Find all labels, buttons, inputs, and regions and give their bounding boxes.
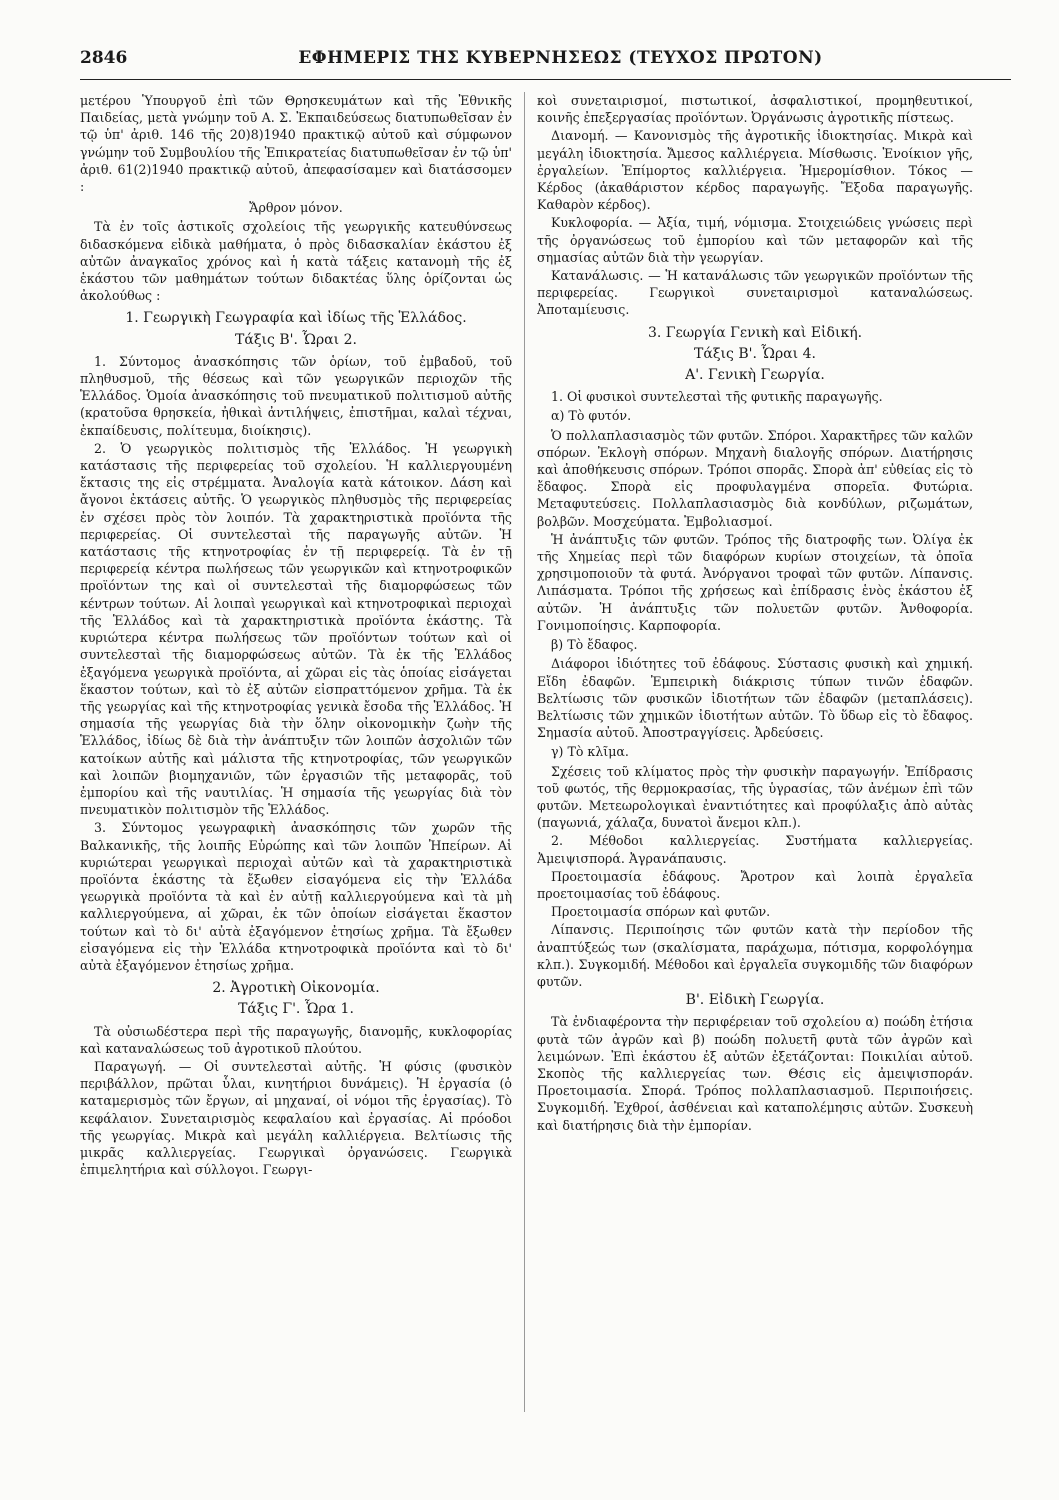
part-a-paragraph: Σχέσεις τοῦ κλίματος πρὸς τὴν φυσικὴν παραγωγήν. Ἐπίδρασις τοῦ φωτός, τῆς θερμοκρασίας, τῆς ὑγρασίας, τῶν ἀνέμων ἐπὶ τῶν φυτῶν. Μετεωρολογικαὶ ἐναντιότητες καὶ προφύλαξις ἀπὸ αὐτὰς (παγωνιά, χάλαζα, δυνατοὶ ἄνεμοι κλπ.).	[537, 763, 973, 831]
section-2-paragraph: Τὰ οὐσιωδέστερα περὶ τῆς παραγωγῆς, διανομῆς, κυκλοφορίας καὶ καταναλώσεως τοῦ ἀγροτικοῦ πλούτου.	[80, 1023, 512, 1056]
section-1-paragraph: 2. Ὁ γεωργικὸς πολιτισμὸς τῆς Ἑλλάδος. Ἡ γεωργικὴ κατάστασις τῆς περιφερείας τοῦ σχολείου. Ἡ καλλιεργουμένη ἔκτασις της εἰς στρέμματα. Ἀναλογία κατὰ κάτοικον. Δάση καὶ ἄγονοι ἐκτάσεις αὐτῆς. Ὁ γεωργικὸς πληθυσμὸς τῆς περιφερείας ἐν σχέσει πρὸς τὸν λοιπόν. Τὰ χαρακτηριστικὰ προϊόντα τῆς περιφερείας. Οἱ συντελεσταὶ τῆς παραγωγῆς αὐτῶν. Ἡ κατάστασις τῆς κτηνοτροφίας ἐν τῇ περιφερείᾳ. Τὰ ἐν τῇ περιφερείᾳ κέντρα πωλήσεως τῶν γεωργικῶν καὶ κτηνοτροφικῶν προϊόντων της καὶ οἱ συντελεσταὶ τῆς διαμορφώσεως τῶν κέντρων τούτων. Αἱ λοιπαὶ γεωργικαὶ καὶ κτηνοτροφικαὶ περιοχαὶ τῆς Ἑλλάδος καὶ τὰ χαρακτηριστικὰ προϊόντα ἑκάστης. Τὰ κυριώτερα κέντρα πωλήσεως τῶν προϊόντων τούτων καὶ οἱ συντελεσταὶ τῆς διαμορφώσεως αὐτῶν. Τὰ ἐκ τῆς Ἑλλάδος ἐξαγόμενα γεωργικὰ προϊόντα, αἱ χῶραι εἰς τὰς ὁποίας εἰσάγεται ἕκαστον τούτων, καὶ τὸ ἐξ αὐτῶν εἰσπραττόμενον χρῆμα. Τὰ ἐκ τῆς γεωργίας καὶ τῆς κτηνοτροφίας γενικὰ ἔσοδα τῆς Ἑλλάδος. Ἡ σημασία τῆς γεωργίας διὰ τὴν ὅλην οἰκονομικὴν ζωὴν τῆς Ἑλλάδος, ἰδίως δὲ διὰ τὴν ἀνάπτυξιν τῶν λοιπῶν ἀσχολιῶν τῶν κατοίκων αὐτῆς καὶ μάλιστα τῆς κτηνοτροφίας, τῶν γεωργικῶν καὶ λοιπῶν βιομηχανιῶν, τῶν ἐργασιῶν τῆς μεταφορᾶς, τοῦ ἐμπορίου καὶ τῆς ναυτιλίας. Ἡ σημασία τῆς γεωργίας διὰ τὸν πνευματικὸν πολιτισμὸν τῆς Ἑλλάδος.	[80, 440, 512, 818]
part-b-paragraph: Τὰ ἐνδιαφέροντα τὴν περιφέρειαν τοῦ σχολείου α) ποώδη ἐτήσια φυτὰ τῶν ἀγρῶν καὶ β) ποώδη πολυετῆ φυτὰ τῶν ἀγρῶν καὶ λειμώνων. Ἐπὶ ἑκάστου ἐξ αὐτῶν ἐξετάζονται: Ποικιλίαι αὐτοῦ. Σκοπὸς τῆς καλλιεργείας των. Θέσις εἰς ἀμειψισποράν. Προετοιμασία. Σπορά. Τρόπος πολλαπλασιασμοῦ. Περιποιήσεις. Συγκομιδή. Ἐχθροί, ἀσθένειαι καὶ καταπολέμησις αὐτῶν. Συσκευὴ καὶ διατήρησις διὰ τὴν ἐμπορίαν.	[537, 1014, 973, 1133]
part-a-subitem: β) Τὸ ἔδαφος.	[551, 637, 638, 653]
section-1-paragraph: 3. Σύντομος γεωγραφικὴ ἀνασκόπησις τῶν χωρῶν τῆς Βαλκανικῆς, τῆς λοιπῆς Εὐρώπης καὶ τῶν λοιπῶν Ἠπείρων. Αἱ κυριώτεραι γεωργικαὶ περιοχαὶ αὐτῶν καὶ τὰ χαρακτηριστικὰ προϊόντα ἑκάστης τὰ ἔξωθεν εἰσαγόμενα εἰς τὴν Ἑλλάδα γεωργικὰ προϊόντα τὰ καὶ ἐν αὐτῇ καλλιεργούμενα καὶ τὰ μὴ καλλιεργούμενα, αἱ χῶραι, ἐκ τῶν ὁποίων εἰσάγεται ἕκαστον τούτων καὶ τὸ δι' αὐτὰ ἐξαγόμενον ἐτησίως χρῆμα. Τὰ ἔξωθεν εἰσαγόμενα εἰς τὴν Ἑλλάδα κτηνοτροφικὰ προϊόντα καὶ τὸ δι' αὐτὰ ἐξαγόμενον ἐτησίως χρῆμα.	[80, 820, 512, 973]
right-column	[537, 92, 973, 1417]
part-a-paragraph: Ὁ πολλαπλασιασμὸς τῶν φυτῶν. Σπόροι. Χαρακτῆρες τῶν καλῶν σπόρων. Ἐκλογὴ σπόρων. Μηχανὴ διαλογῆς σπόρων. Διατήρησις καὶ ἀποθήκευσις σπόρων. Τρόποι σπορᾶς. Σπορὰ ἀπ' εὐθείας εἰς τὸ ἔδαφος. Σπορὰ εἰς προφυλαγμένα σπορεῖα. Φυτώρια. Μεταφυτεύσεις. Πολλαπλασιασμὸς διὰ κονδύλων, ριζωμάτων, βολβῶν. Μοσχεύματα. Ἐμβολιασμοί.	[537, 427, 973, 529]
article-title: Ἄρθρον μόνον.	[249, 200, 343, 216]
section-3-title: 3. Γεωργία Γενικὴ καὶ Εἰδική.	[647, 324, 863, 341]
page-number: 2846	[80, 48, 128, 68]
section-2-paragraph: Παραγωγή. — Οἱ συντελεσταὶ αὐτῆς. Ἡ φύσις (φυσικὸν περιβάλλον, πρῶται ὗλαι, κινητήριοι δυνάμεις). Ἡ ἐργασία (ὁ καταμερισμὸς τῶν ἔργων, αἱ μηχαναί, οἱ νόμοι τῆς ἐργασίας). Τὸ κεφάλαιον. Συνεταιρισμὸς κεφαλαίου καὶ ἐργασίας. Αἱ πρόοδοι τῆς γεωργίας. Μικρὰ καὶ μεγάλη καλλιέργεια. Βελτίωσις τῆς μικρᾶς καλλιεργείας. Γεωργικαὶ ὀργανώσεις. Γεωργικὰ ἐπιμελητήρια καὶ σύλλογοι. Γεωργι-	[80, 1058, 512, 1178]
part-b-title: Β'. Εἰδικὴ Γεωργία.	[685, 992, 825, 1009]
article-paragraph: Τὰ ἐν τοῖς ἀστικοῖς σχολείοις τῆς γεωργικῆς κατευθύνσεως διδασκόμενα εἰδικὰ μαθήματα, ὁ πρὸς διδασκαλίαν ἑκάστου ἐξ αὐτῶν ἀναγκαῖος χρόνος καὶ ἡ κατὰ τάξεις κατανομὴ τῆς ἐξ ἑκάστου τῶν μαθημάτων τούτων διδακτέας ὕλης ὁρίζονται ὡς ἀκολούθως :	[80, 219, 512, 304]
section-1-title: 1. Γεωργικὴ Γεωγραφία καὶ ἰδίως τῆς Ἑλλάδος.	[125, 310, 467, 327]
distribution-paragraph: Διανομή. — Κανονισμὸς τῆς ἀγροτικῆς ἰδιοκτησίας. Μικρὰ καὶ μεγάλη ἰδιοκτησία. Ἄμεσος καλλιέργεια. Μίσθωσις. Ἐνοίκιον γῆς, ἐργαλείων. Ἐπίμορτος καλλιέργεια. Ἡμερομίσθιον. Τόκος — Κέρδος (ἀκαθάριστον κέρδος παραγωγῆς. Ἔξοδα παραγωγῆς. Καθαρὸν κέρδος).	[537, 128, 973, 213]
left-column	[80, 92, 512, 1417]
part-a-paragraph: Προετοιμασία σπόρων καὶ φυτῶν.	[551, 904, 771, 920]
section-2-title: 2. Ἀγροτικὴ Οἰκονομία.	[212, 980, 380, 997]
header-rule	[80, 79, 1011, 80]
continued-paragraph: κοὶ συνεταιρισμοί, πιστωτικοί, ἀσφαλιστικοί, προμηθευτικοί, κοινῆς ἐπεξεργασίας προϊόντων. Ὀργάνωσις ἀγροτικῆς πίστεως.	[537, 93, 973, 126]
part-a-item: 1. Οἱ φυσικοὶ συντελεσταὶ τῆς φυτικῆς παραγωγῆς.	[551, 389, 883, 405]
section-2-class: Τάξις Γ'. Ὧρα 1.	[238, 1001, 354, 1018]
column-divider	[524, 92, 525, 1412]
part-a-subitem: γ) Τὸ κλῖμα.	[551, 744, 629, 760]
part-a-paragraph: Διάφοροι ἰδιότητες τοῦ ἐδάφους. Σύστασις φυσικὴ καὶ χημική. Εἴδη ἐδαφῶν. Ἐμπειρικὴ διάκρισις τύπων τινῶν ἐδαφῶν. Βελτίωσις τῶν φυσικῶν ἰδιοτήτων τῶν ἐδαφῶν (μεταπλάσεις). Βελτίωσις τῶν χημικῶν ἰδιοτήτων αὐτῶν. Τὸ ὕδωρ εἰς τὸ ἔδαφος. Σημασία αὐτοῦ. Ἀποστραγγίσεις. Ἀρδεύσεις.	[537, 656, 973, 741]
section-1-class: Τάξις Β'. Ὧραι 2.	[235, 331, 357, 348]
part-a-item: 2. Μέθοδοι καλλιεργείας. Συστήματα καλλιεργείας. Ἀμειψισπορά. Ἀγρανάπαυσις.	[537, 833, 973, 866]
circulation-paragraph: Κυκλοφορία. — Ἀξία, τιμή, νόμισμα. Στοιχειώδεις γνώσεις περὶ τῆς ὀργανώσεως τοῦ ἐμπορίου καὶ τῶν μεταφορῶν καὶ τῆς σημασίας αὐτῶν διὰ τὴν γεωργίαν.	[537, 215, 973, 265]
page-header	[80, 48, 1011, 78]
part-a-subitem: α) Τὸ φυτόν.	[551, 408, 632, 424]
section-3-class: Τάξις Β'. Ὧραι 4.	[694, 345, 816, 362]
part-a-paragraph: Προετοιμασία ἐδάφους. Ἄροτρον καὶ λοιπὰ ἐργαλεῖα προετοιμασίας τοῦ ἐδάφους.	[537, 868, 973, 901]
consumption-paragraph: Κατανάλωσις. — Ἡ κατανάλωσις τῶν γεωργικῶν προϊόντων τῆς περιφερείας. Γεωργικοὶ συνεταιρισμοὶ καταναλώσεως. Ἀποταμίευσις.	[537, 268, 973, 318]
section-1-paragraph: 1. Σύντομος ἀνασκόπησις τῶν ὁρίων, τοῦ ἐμβαδοῦ, τοῦ πληθυσμοῦ, τῆς θέσεως καὶ τῶν γεωργικῶν περιοχῶν τῆς Ἑλλάδος. Ὁμοία ἀνασκόπησις τοῦ πνευματικοῦ πολιτισμοῦ αὐτῆς (κρατοῦσα θρησκεία, ἠθικαὶ ἀντιλήψεις, ἐπιστῆμαι, καλαὶ τέχναι, ἐκπαίδευσις, πολίτευμα, διοίκησις).	[80, 353, 512, 438]
part-a-paragraph: Ἡ ἀνάπτυξις τῶν φυτῶν. Τρόπος τῆς διατροφῆς των. Ὀλίγα ἐκ τῆς Χημείας περὶ τῶν διαφόρων κυρίων στοιχείων, τὰ ὁποῖα χρησιμοποιοῦν τὰ φυτά. Ἀνόργανοι τροφαὶ τῶν φυτῶν. Λίπανσις. Λιπάσματα. Τρόποι τῆς χρήσεως καὶ ἐπίδρασις ἑνὸς ἑκάστου ἐξ αὐτῶν. Ἡ ἀνάπτυξις τῶν πολυετῶν φυτῶν. Ἀνθοφορία. Γονιμοποίησις. Καρποφορία.	[537, 531, 973, 633]
intro-paragraph: μετέρου Ὑπουργοῦ ἐπὶ τῶν Θρησκευμάτων καὶ τῆς Ἐθνικῆς Παιδείας, μετὰ γνώμην τοῦ Α. Σ. Ἐκπαιδεύσεως διατυπωθεῖσαν ἐν τῷ ὑπ' ἀριθ. 146 τῆς 20)8)1940 πρακτικῷ αὐτοῦ καὶ σύμφωνον γνώμην τοῦ Συμβουλίου τῆς Ἐπικρατείας διατυπωθεῖσαν ἐν τῷ ὑπ' ἀριθ. 61(2)1940 πρακτικῷ αὐτοῦ, ἀπεφασίσαμεν καὶ διατάσσομεν :	[80, 93, 512, 195]
part-a-title: Α'. Γενικὴ Γεωργία.	[685, 367, 825, 384]
part-a-paragraph: Λίπανσις. Περιποίησις τῶν φυτῶν κατὰ τὴν περίοδον τῆς ἀναπτύξεώς των (σκαλίσματα, παράχωμα, πότισμα, κορφολόγημα κλπ.). Συγκομιδή. Μέθοδοι καὶ ἐργαλεῖα συγκομιδῆς τῶν διαφόρων φυτῶν.	[537, 922, 973, 989]
running-title: ΕΦΗΜΕΡΙΣ ΤΗΣ ΚΥΒΕΡΝΗΣΕΩΣ (ΤΕΥΧΟΣ ΠΡΩΤΟΝ)	[298, 48, 823, 68]
